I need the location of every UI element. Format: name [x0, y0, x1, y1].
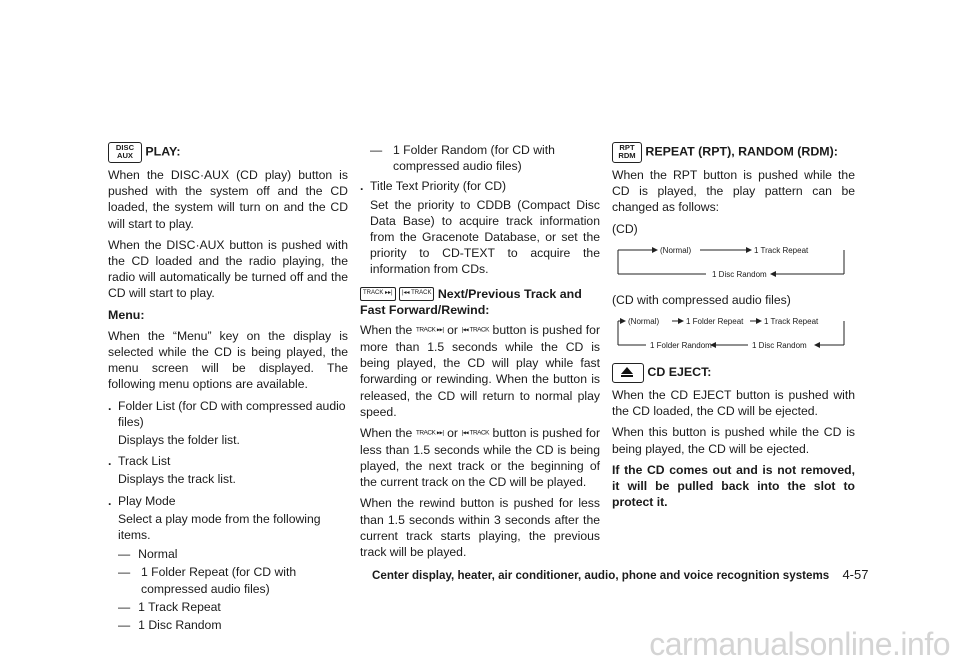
page-number: 4-57 — [842, 567, 869, 582]
column-3 — [612, 142, 855, 515]
play-heading: PLAY: — [145, 144, 181, 159]
bullet-folder-list: . Folder List (for CD with compressed audio files) Displays the folder list. — [108, 398, 346, 448]
compressed-repeat-cycle-diagram — [616, 313, 848, 355]
track-next-icon: TRACK ▸▸| — [415, 326, 444, 334]
mp3-folder-repeat-label: 1 Folder Repeat — [686, 317, 744, 327]
seek-paragraph-1: When the TRACK ▸▸| or |◂◂ TRACK button is pushed for more than 1.5 seconds while the CD is being played, the CD will play while fast forwarding or rewinding. When the button is released, the CD will return to normal play speed. — [360, 323, 601, 419]
track-prev-icon: |◂◂ TRACK — [461, 326, 490, 334]
eject-paragraph-1: When the CD EJECT button is pushed with the CD loaded, the CD will be ejected. — [612, 388, 855, 419]
play-mode-item: — 1 Disc Random — [118, 618, 222, 633]
cd-normal-label: (Normal) — [660, 245, 692, 255]
play-mode-item: — 1 Folder Repeat (for CD with compressed audio files) — [118, 565, 297, 596]
play-paragraph-2: When the DISC·AUX button is pushed with the CD loaded and the radio playing, the radio will automatically be turned off and the CD will start to play. — [108, 237, 348, 301]
cd-track-repeat-label: 1 Track Repeat — [754, 245, 809, 255]
disc-aux-button-icon: DISC AUX — [108, 142, 142, 163]
rpt-rdm-button-icon: RPT RDM — [612, 142, 642, 163]
track-prev-icon: |◂◂ TRACK — [399, 287, 434, 301]
track-next-icon: TRACK ▸▸| — [415, 429, 444, 437]
section-title: Center display, heater, air conditioner, audio, phone and voice recognition systems — [372, 569, 830, 582]
mp3-folder-random-label: 1 Folder Random — [650, 341, 712, 351]
mp3-normal-label: (Normal) — [628, 317, 660, 327]
cd-label: (CD) — [612, 221, 638, 236]
mp3-track-repeat-label: 1 Track Repeat — [764, 317, 819, 327]
cd-eject-heading: CD EJECT: — [647, 365, 712, 380]
bullet-title-text-priority: . Title Text Priority (for CD) Set the priority to CDDB (Compact Disc Data Base) to acquire track information from the Gracenote Database, or set the priority to CD-TEXT to acquire the information from CDs. — [360, 179, 600, 277]
menu-heading: Menu: — [108, 307, 145, 322]
repeat-paragraph: When the RPT button is pushed while the CD is played, the play pattern can be changed as follows: — [612, 168, 855, 215]
watermark: carmanualsonline.info — [649, 626, 950, 662]
eject-paragraph-2: When this button is pushed while the CD is being played, the CD will be ejected. — [612, 425, 855, 456]
play-mode-item: — Normal — [118, 547, 178, 562]
bullet-play-mode: . Play Mode Select a play mode from the following items. — [108, 493, 321, 543]
track-prev-icon: |◂◂ TRACK — [461, 429, 490, 437]
mp3-disc-random-label: 1 Disc Random — [752, 341, 807, 351]
seek-paragraph-3: When the rewind button is pushed for less than 1.5 seconds within 3 seconds after the current track starts playing, the previous track will be played. — [360, 496, 600, 560]
play-paragraph-1: When the DISC·AUX (CD play) button is pushed with the system off and the CD loaded, the system will turn on and the CD will start to play. — [108, 168, 348, 231]
menu-paragraph: When the “Menu” key on the display is selected while the CD is being played, the menu screen will be displayed. The following menu options are available. — [108, 328, 348, 392]
column-1 — [108, 142, 348, 633]
column-2 — [360, 142, 600, 565]
bullet-track-list: . Track List Displays the track list. — [108, 454, 236, 487]
play-mode-item: — 1 Track Repeat — [118, 599, 221, 614]
cd-disc-random-label: 1 Disc Random — [712, 269, 767, 279]
seek-heading: Next/Previous Track and Fast Forward/Rewind: — [360, 286, 582, 317]
eject-icon — [612, 363, 644, 383]
eject-warning: If the CD comes out and is not removed, it will be pulled back into the slot to protect it. — [612, 462, 855, 510]
cd-repeat-cycle-diagram — [616, 242, 848, 284]
repeat-random-heading: REPEAT (RPT), RANDOM (RDM): — [645, 144, 838, 159]
page-footer — [372, 567, 868, 582]
seek-paragraph-2: When the TRACK ▸▸| or |◂◂ TRACK button is pushed for less than 1.5 seconds while the CD is being played, the next track or the beginning of the current track on the CD will be played. — [360, 425, 601, 490]
compressed-audio-label: (CD with compressed audio files) — [612, 292, 791, 307]
play-mode-item: — 1 Folder Random (for CD with compressed audio files) — [370, 143, 555, 174]
track-next-icon: TRACK ▸▸| — [360, 287, 396, 301]
